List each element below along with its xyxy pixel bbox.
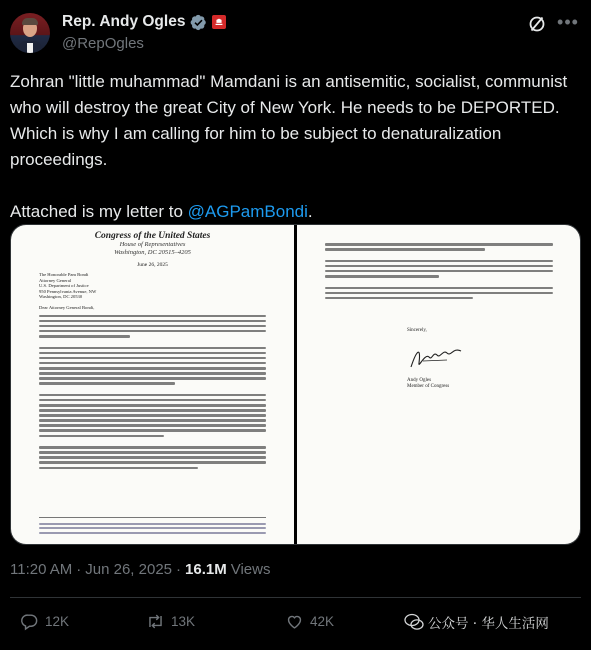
letter-closing: Sincerely, bbox=[407, 328, 427, 333]
reply-count: 12K bbox=[45, 614, 70, 629]
reply-icon bbox=[20, 612, 39, 631]
meta-separator: · bbox=[176, 561, 182, 578]
letter-footnote bbox=[39, 517, 266, 536]
letterhead-city: Washington, DC 20515–4205 bbox=[114, 249, 191, 256]
letter-page-1[interactable] bbox=[11, 225, 294, 544]
tweet-media[interactable] bbox=[10, 224, 581, 545]
avatar-hair bbox=[22, 18, 38, 25]
letter-body-1 bbox=[11, 315, 294, 470]
retweet-icon bbox=[146, 612, 165, 631]
grok-icon[interactable] bbox=[527, 14, 547, 34]
meta-separator: · bbox=[76, 561, 82, 578]
party-affiliation-icon bbox=[212, 15, 226, 29]
views-label: Views bbox=[230, 561, 271, 578]
address-line: Washington, DC 20530 bbox=[39, 294, 83, 300]
watermark bbox=[404, 612, 549, 632]
divider bbox=[10, 597, 581, 598]
tweet-header bbox=[10, 10, 581, 56]
address-line: Attorney General bbox=[39, 277, 72, 283]
signature-image bbox=[407, 343, 467, 373]
letterhead-house: House of Representatives bbox=[119, 241, 186, 248]
more-icon[interactable]: ••• bbox=[557, 12, 579, 32]
tweet-date[interactable]: Jun 26, 2025 bbox=[85, 561, 173, 578]
reply-button[interactable] bbox=[20, 612, 69, 631]
wechat-logo-icon bbox=[404, 613, 424, 631]
tweet-text bbox=[10, 69, 581, 225]
letter-date: June 26, 2025 bbox=[137, 262, 168, 268]
letter-salutation: Dear Attorney General Bondi, bbox=[39, 304, 95, 310]
display-name[interactable]: Rep. Andy Ogles bbox=[62, 13, 186, 30]
letter-body-2 bbox=[297, 243, 581, 299]
tweet-time[interactable]: 11:20 AM bbox=[10, 561, 73, 578]
mention-link[interactable]: @AGPamBondi bbox=[187, 202, 308, 221]
address-line: 950 Pennsylvania Avenue, NW bbox=[39, 288, 97, 294]
retweet-count: 13K bbox=[171, 614, 196, 629]
user-handle[interactable]: @RepOgles bbox=[62, 35, 144, 52]
tweet-paragraph-2-text: Attached is my letter to bbox=[10, 202, 188, 221]
retweet-button[interactable] bbox=[146, 612, 195, 631]
signature-block bbox=[407, 343, 467, 390]
verified-badge-icon bbox=[190, 14, 207, 31]
letterhead-title: Congress of the United States bbox=[94, 231, 211, 241]
signer-name: Andy Ogles bbox=[407, 378, 432, 383]
letter-page-2[interactable] bbox=[297, 225, 581, 544]
letter-address bbox=[11, 272, 294, 311]
tweet-meta bbox=[10, 561, 270, 578]
heart-icon bbox=[285, 612, 304, 631]
address-line: The Honorable Pam Bondi bbox=[39, 272, 89, 277]
views-count: 16.1M bbox=[185, 561, 227, 578]
avatar[interactable] bbox=[10, 13, 50, 53]
avatar-shirt bbox=[27, 43, 33, 53]
like-button[interactable] bbox=[285, 612, 334, 631]
tweet-paragraph-1: Zohran "little muhammad" Mamdani is an antisemitic, socialist, communist who will destroy the great City of New York. He needs to be DEPORTED. Which is why I am calling for him to be subject to denaturalization proceedings. bbox=[10, 72, 568, 169]
watermark-text: 公众号 · 华人生活网 bbox=[428, 616, 549, 632]
address-line: U.S. Department of Justice bbox=[39, 283, 89, 289]
tweet-paragraph-2 bbox=[10, 199, 581, 225]
name-row bbox=[62, 13, 226, 31]
like-count: 42K bbox=[310, 614, 335, 629]
tweet-paragraph-2-end: . bbox=[307, 202, 313, 221]
signer-title: Member of Congress bbox=[407, 384, 450, 389]
